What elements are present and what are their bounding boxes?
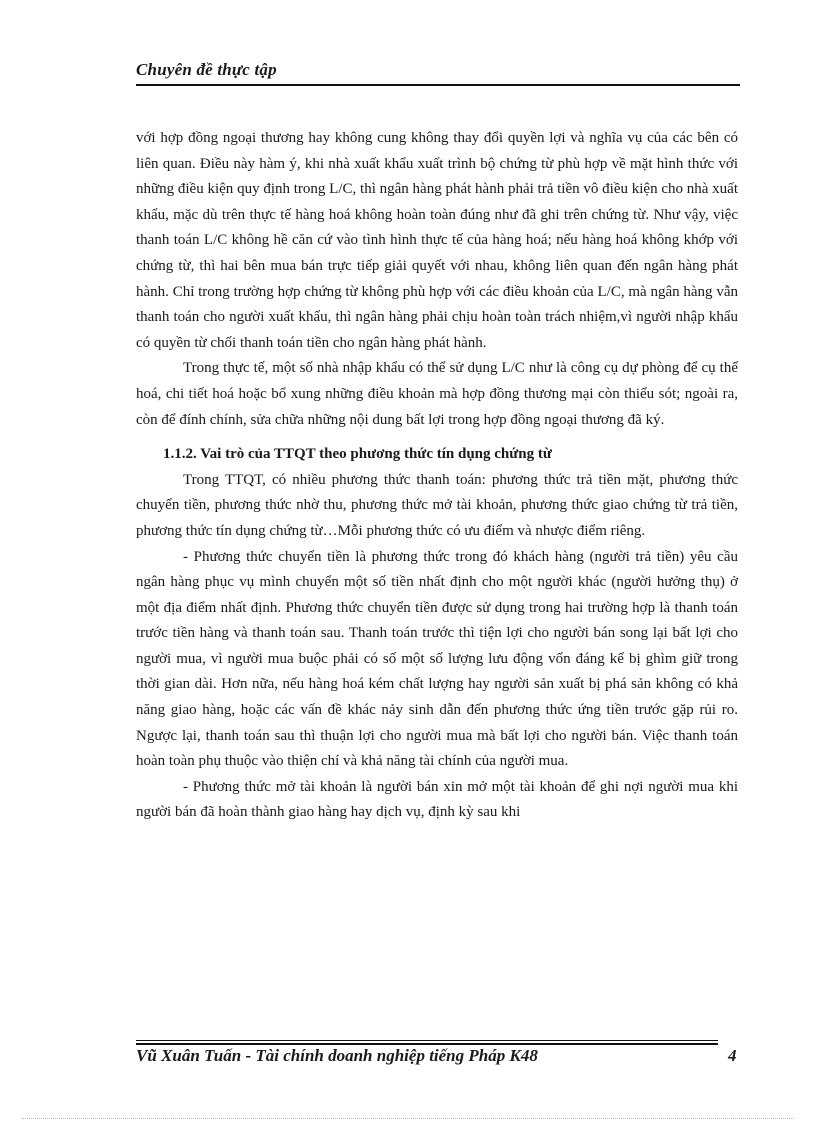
header-title: Chuyên đề thực tập	[136, 60, 277, 79]
footer-author: Vũ Xuân Tuấn - Tài chính doanh nghiệp tiếng Pháp K48	[136, 1046, 538, 1065]
paragraph-remittance: - Phương thức chuyển tiền là phương thức trong đó khách hàng (người trả tiền) yêu cầu ngân hàng phục vụ mình chuyển một số tiền nhất định cho một người khác (người hưởng thụ) ở một địa điểm nhất định. Phương thức chuyển tiền được sử dụng trong hai trường hợp là thanh toán trước tiền hàng và thanh toán sau. Thanh toán trước thì tiện lợi cho người bán song lại bất lợi cho người mua, vì người mua buộc phải có số một số lượng lưu động vốn đáng kể bị ghìm giữ trong thời gian dài. Hơn nữa, nếu hàng hoá kém chất lượng hay người sản xuất bị phá sản không có khả năng giao hàng, hoặc các vấn đề khác nảy sinh dẫn đến phương thức ứng tiền trước gặp rủi ro. Ngược lại, thanh toán sau thì thuận lợi cho người mua mà bất lợi cho người bán. Việc thanh toán hoàn toàn phụ thuộc vào thiện chí và khả năng tài chính của người mua.	[136, 548, 738, 770]
footer-rule-thick	[136, 1043, 718, 1045]
paragraph-continuation: với hợp đồng ngoại thương hay không cung không thay đổi quyền lợi và nghĩa vụ của các bên có liên quan. Điều này hàm ý, khi nhà xuất khẩu xuất trình bộ chứng từ phù hợp về mặt hình thức với những điều kiện quy định trong L/C, thì ngân hàng phát hành phải trả tiền vô điều kiện cho nhà xuất khẩu, mặc dù trên thực tế hàng hoá không hoàn toàn đúng như đã ghi trên chứng từ. Như vậy, việc thanh toán L/C không hề căn cứ vào tình hình thực tế của hàng hoá; nếu hàng hoá không khớp với chứng từ, thì hai bên mua bán trực tiếp giải quyết với nhau, không liên quan đến ngân hàng phát hành. Chỉ trong trường hợp chứng từ không phù hợp với các điều khoản của L/C, mà ngân hàng vẫn thanh toán cho người xuất khẩu, thì ngân hàng phải chịu hoàn toàn trách nhiệm,vì người nhập khẩu có quyền từ chối thanh toán tiền cho ngân hàng phát hành.	[136, 130, 738, 351]
page-edge-divider	[22, 1118, 794, 1119]
paragraph-payment-methods: Trong TTQT, có nhiều phương thức thanh toán: phương thức trả tiền mặt, phương thức chuyển tiền, phương thức nhờ thu, phương thức mở tài khoản, phương thức giao chứng từ trả tiền, phương thức tín dụng chứng từ…Mỗi phương thức có ưu điểm và nhược điểm riêng.	[136, 471, 738, 539]
paragraph-lc-contingency: Trong thực tế, một số nhà nhập khẩu có thể sử dụng L/C như là công cụ dự phòng để cụ thể hoá, chi tiết hoá hoặc bổ xung những điều khoản mà hợp đồng thương mại còn thiếu sót; ngoài ra, còn để đính chính, sửa chữa những nội dung bất lợi trong hợp đồng ngoại thương đã ký.	[136, 360, 738, 428]
paragraph-open-account: - Phương thức mở tài khoản là người bán xin mở một tài khoản để ghi nợi người mua khi người bán đã hoàn thành giao hàng hay dịch vụ, định kỳ sau khi	[136, 778, 738, 821]
section-heading: 1.1.2. Vai trò của TTQT theo phương thức tín dụng chứng từ	[163, 446, 552, 463]
header-rule	[136, 84, 740, 86]
page-number: 4	[728, 1046, 737, 1065]
footer-rule	[136, 1040, 718, 1041]
page-header	[136, 60, 740, 80]
document-body	[136, 126, 738, 826]
